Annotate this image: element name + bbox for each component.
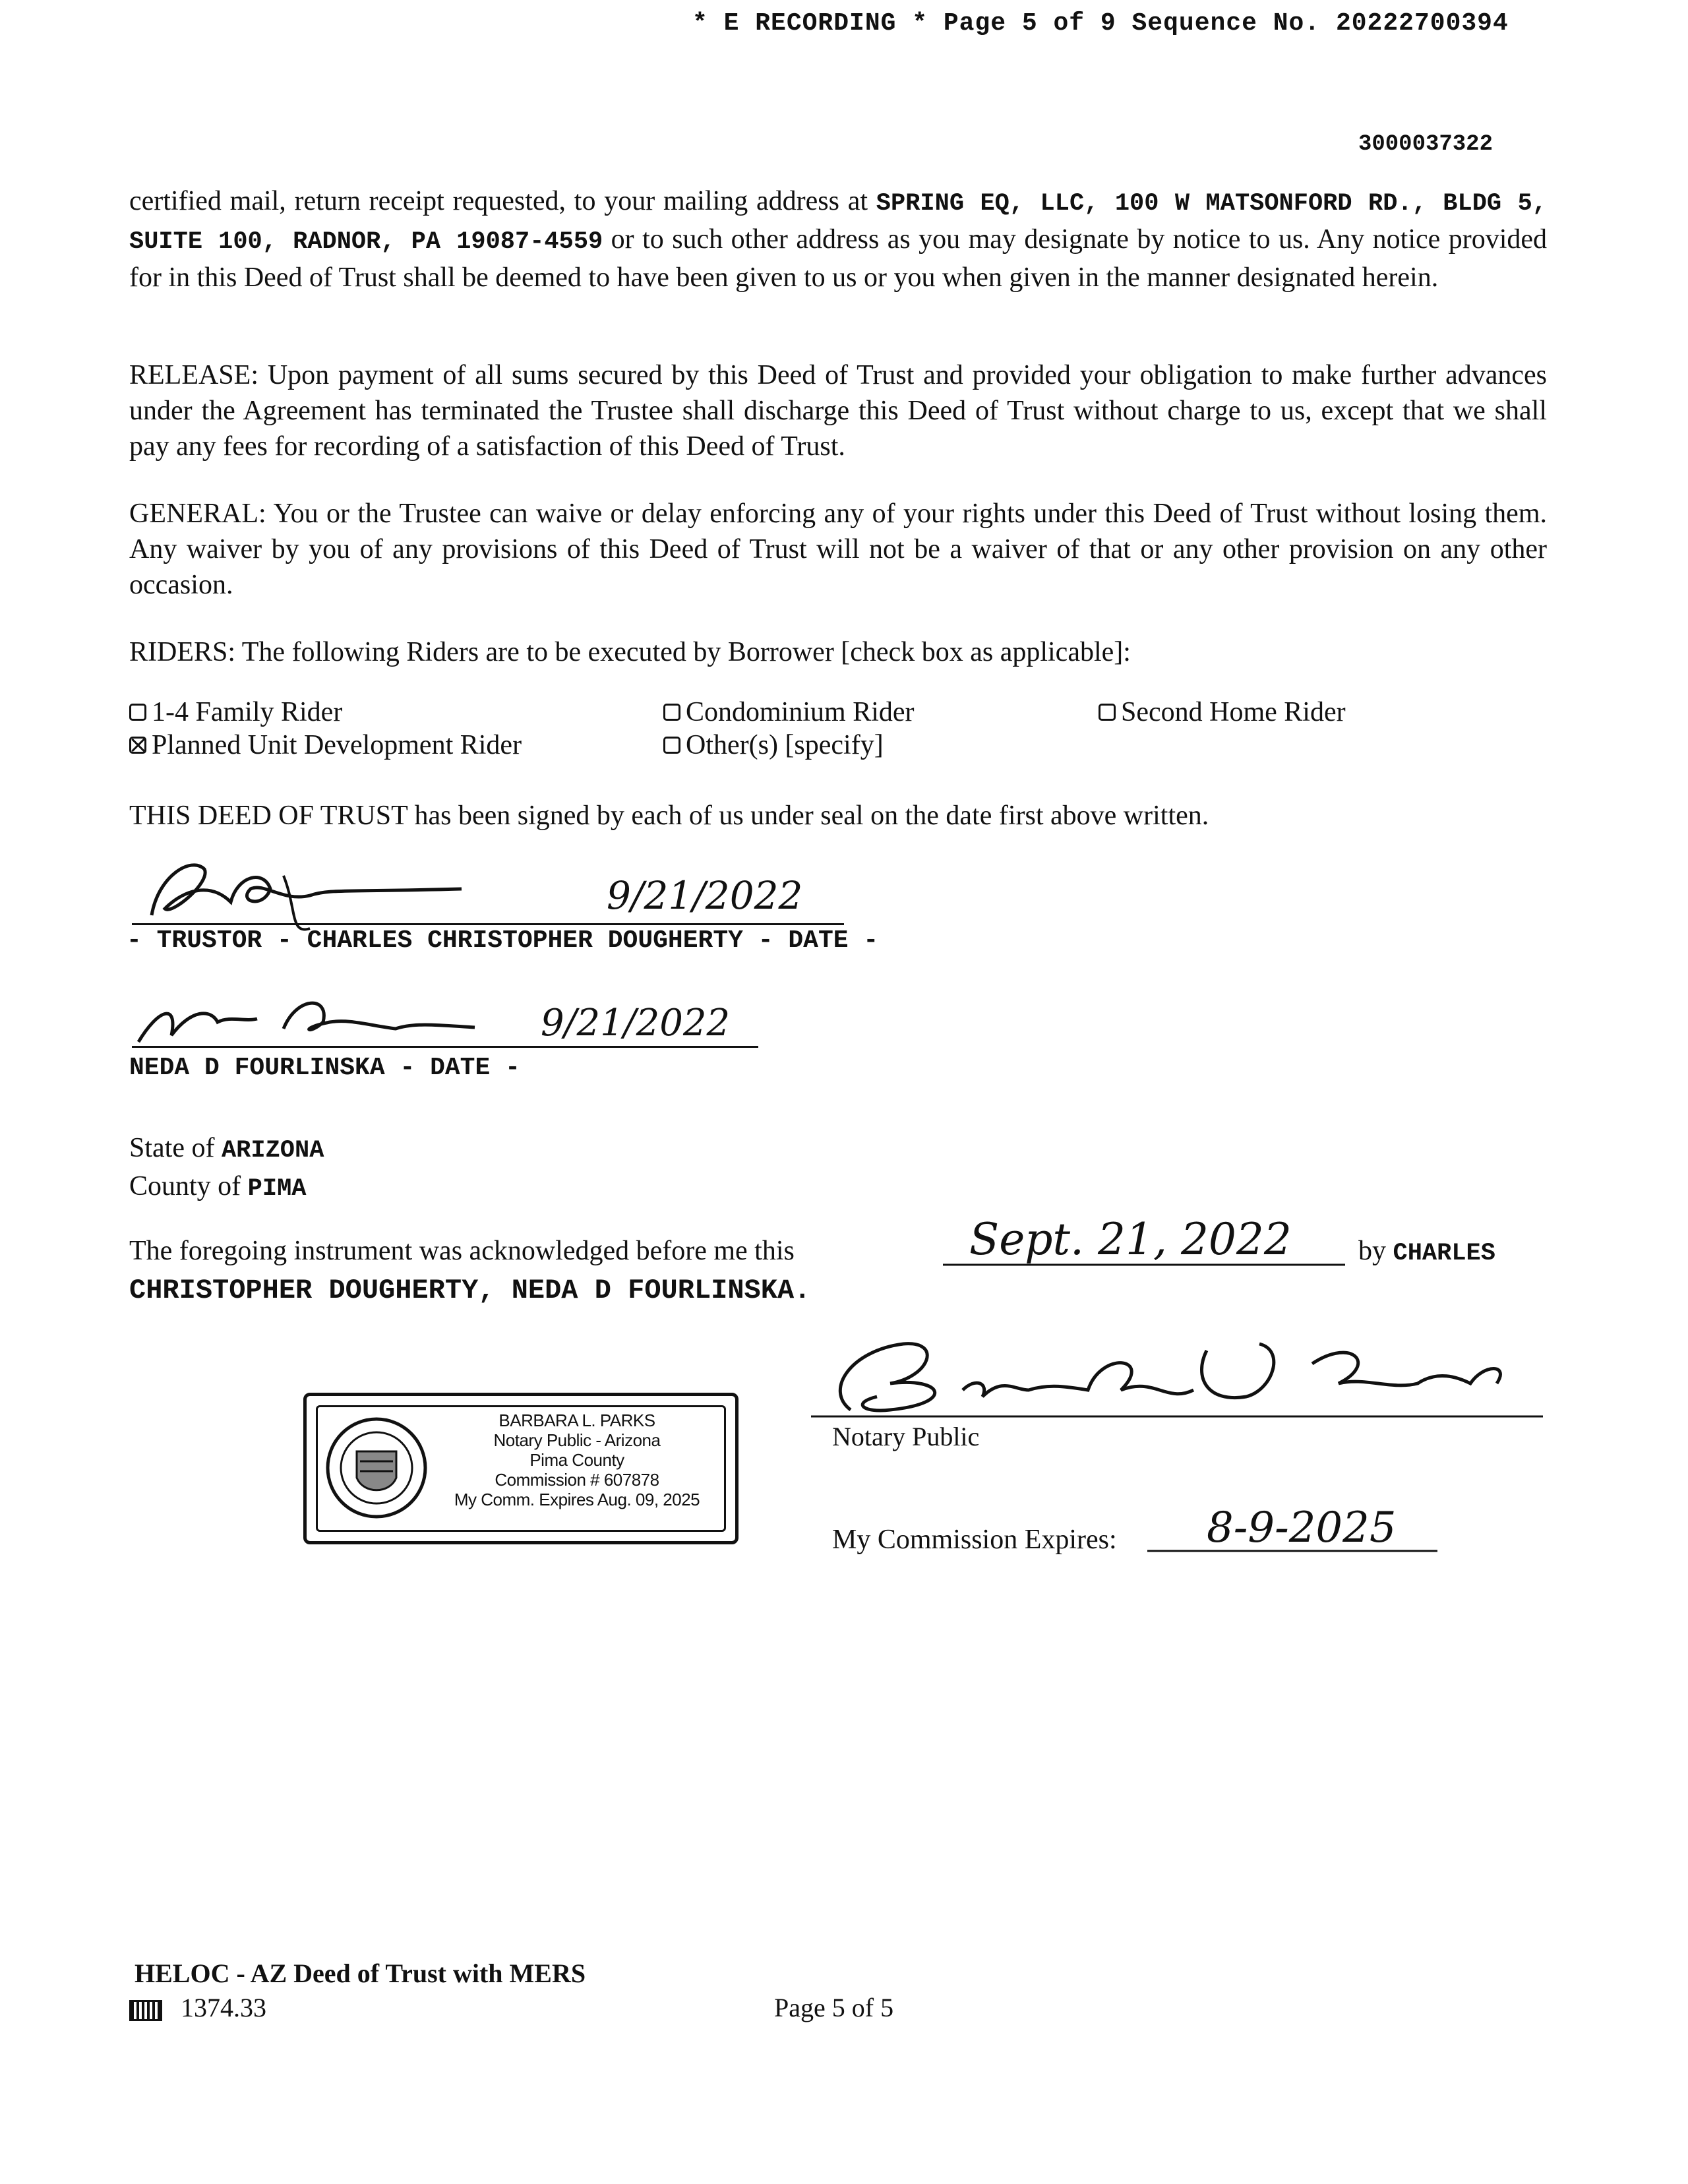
stamp-name: BARBARA L. PARKS [498,1410,655,1430]
recording-header: * E RECORDING * Page 5 of 9 Sequence No. 20222700394 [692,9,1509,38]
loan-number: 3000037322 [1358,132,1493,157]
notice-paragraph [129,183,1547,295]
rider-1-4-family[interactable] [129,696,663,729]
checkbox-icon[interactable] [663,704,680,721]
checkbox-icon[interactable] [129,704,146,721]
second-signature [132,983,791,1055]
trustor-date: 9/21/2022 [607,873,803,918]
form-code-row [129,1993,266,2023]
rider-condominium[interactable] [663,696,1099,729]
lender-address: SPRING EQ, LLC, 100 W MATSONFORD RD., BLDG 5, SUITE 100, RADNOR, PA 19087-4559 [129,190,1547,256]
checkbox-icon[interactable] [663,737,680,754]
state-value: ARIZONA [221,1137,324,1165]
ack-names-2: CHRISTOPHER DOUGHERTY, NEDA D FOURLINSKA. [129,1275,811,1306]
commission-expiration-handwritten [1147,1496,1464,1562]
riders-checklist [129,696,1547,762]
form-code: 1374.33 [181,1993,266,2022]
riders-intro: RIDERS: The following Riders are to be executed by Borrower [check box as applicable]: [129,637,1131,667]
notary-public-label: Notary Public [832,1422,980,1451]
county-prefix: County of [129,1171,248,1201]
notice-text-b: or to such other address as you may designate by notice to us. Any notice provided for in this Deed of Trust shall be deemed to have been given to us or you when given in the manner designated herein. [129,224,1548,293]
acknowledgment-by [1358,1232,1495,1273]
second-label: NEDA D FOURLINSKA - DATE - [129,1054,520,1082]
stamp-title: Notary Public - Arizona [493,1430,661,1450]
rider-others[interactable] [663,729,1099,762]
form-title: HELOC - AZ Deed of Trust with MERS [135,1958,586,1988]
ack-by: by [1358,1236,1386,1266]
page-number: Page 5 of 5 [774,1993,894,2022]
checked-checkbox-icon[interactable] [129,737,146,754]
notice-text-a: certified mail, return receipt requested, to your mailing address at [129,186,876,216]
notary-signature [811,1324,1556,1430]
second-date: 9/21/2022 [541,1002,731,1045]
notary-stamp [303,1393,738,1544]
stamp-expires: My Comm. Expires Aug. 09, 2025 [454,1490,700,1509]
signed-statement: THIS DEED OF TRUST has been signed by each of us under seal on the date first above written. [129,801,1209,831]
stamp-county: Pima County [529,1450,624,1470]
ack-date: Sept. 21, 2022 [969,1214,1292,1265]
state-prefix: State of [129,1133,222,1163]
stamp-commission: Commission # 607878 [495,1470,659,1490]
general-paragraph: GENERAL: You or the Trustee can waive or delay enforcing any of your rights under this Deed of Trust without losing them. Any waiver by you of any provisions of this Deed of Trust will not be a waiver of that or any other provision on any other occasion. [129,499,1547,600]
form-code-icon [129,2000,162,2021]
second-signature-line [132,1046,758,1048]
trustor-label: - TRUSTOR - CHARLES CHRISTOPHER DOUGHERTY - DATE - [127,926,879,955]
rider-label: Planned Unit Development Rider [152,730,522,760]
acknowledgment-text: The foregoing instrument was acknowledged before me this [129,1236,795,1266]
rider-label: 1-4 Family Rider [152,697,343,727]
rider-label: Second Home Rider [1121,697,1346,727]
county-value: PIMA [247,1175,307,1203]
trustor-signature-line [132,923,844,925]
stamp-text [425,1410,729,1509]
release-paragraph: RELEASE: Upon payment of all sums secured by this Deed of Trust and provided your obligation to make further advances under the Agreement has terminated the Trustee shall discharge this Deed of Trust without charge to us, except that we shall pay any fees for recording of a satisfaction of this Deed of Trust. [129,360,1547,462]
notary-county [129,1167,307,1208]
arizona-seal-icon [324,1412,429,1524]
rider-label: Other(s) [specify] [686,730,884,760]
rider-label: Condominium Rider [686,697,915,727]
rider-planned-unit-development[interactable] [129,729,663,762]
commission-date: 8-9-2025 [1207,1503,1397,1552]
notary-state [129,1129,324,1170]
rider-second-home[interactable] [1099,696,1346,729]
ack-names-1: CHARLES [1393,1240,1495,1267]
acknowledgment-date-handwritten [943,1207,1352,1273]
commission-label: My Commission Expires: [832,1525,1117,1555]
checkbox-icon[interactable] [1099,704,1116,721]
